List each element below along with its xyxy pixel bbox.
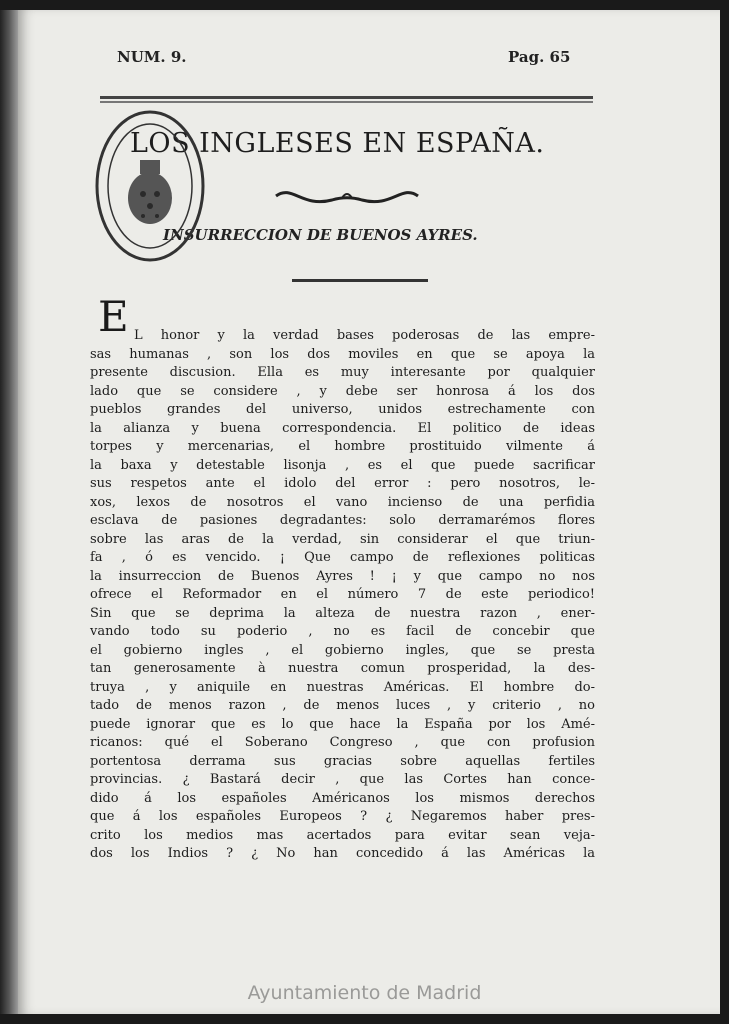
text-line: xos, lexos de nosotros el vano incienso de una perfidia	[90, 494, 595, 510]
text-line: que á los españoles Europeos ? ¿ Negaremos haber pres-	[90, 809, 595, 824]
text-line: la baxa y detestable lisonja , es el que puede sacrificar	[90, 457, 595, 473]
text-line: L honor y la verdad bases poderosas de las empre-	[134, 328, 595, 343]
text-line: torpes y mercenarias, el hombre prostituido vilmente á	[90, 439, 595, 454]
text-line: lado que se considere , y debe ser honrosa á los dos	[90, 383, 595, 399]
text-line: sobre las aras de la verdad, sin considerar el que triun-	[90, 531, 595, 547]
text-line: sus respetos ante el idolo del error : pero nosotros, le-	[90, 476, 595, 491]
article-subtitle: INSURRECCION DE BUENOS AYRES.	[163, 226, 478, 244]
header-rule-secondary	[100, 101, 593, 103]
text-line: crito los medios mas acertados para evitar sean veja-	[90, 827, 595, 843]
text-line: sas humanas , son los dos moviles en que se apoya la	[90, 346, 595, 362]
text-line: portentosa derrama sus gracias sobre aquellas fertiles	[90, 753, 595, 769]
text-line: pueblos grandes del universo, unidos estrechamente con	[90, 402, 595, 417]
article-body	[90, 327, 595, 864]
text-line: presente discusion. Ella es muy interesante por qualquier	[90, 365, 595, 380]
text-line: truya , y aniquile en nuestras Américas. El hombre do-	[90, 679, 595, 695]
text-line: esclava de pasiones degradantes: solo derramarémos flores	[90, 513, 595, 528]
issue-number: NUM. 9.	[117, 48, 187, 66]
text-line: fa , ó es vencido. ¡ Que campo de reflexiones politicas	[90, 550, 595, 565]
text-line: puede ignorar que es lo que hace la España por los Amé-	[90, 716, 595, 732]
page-number: Pag. 65	[508, 48, 571, 66]
text-line: tado de menos razon , de menos luces , y criterio , no	[90, 698, 595, 713]
text-line: dido á los españoles Américanos los mismos derechos	[90, 790, 595, 806]
drop-cap: E	[98, 292, 129, 341]
text-line: Sin que se deprima la alteza de nuestra razon , ener-	[90, 605, 595, 621]
subtitle-rule	[292, 279, 428, 282]
text-line: la alianza y buena correspondencia. El politico de ideas	[90, 420, 595, 436]
text-line: dos los Indios ? ¿ No han concedido á las Américas la	[90, 846, 595, 861]
ornament-divider	[272, 182, 422, 212]
text-line: provincias. ¿ Bastará decir , que las Cortes han conce-	[90, 772, 595, 787]
text-line: tan generosamente à nuestra comun prosperidad, la des-	[90, 661, 595, 676]
text-line: el gobierno ingles , el gobierno ingles, que se presta	[90, 642, 595, 658]
text-line: la insurreccion de Buenos Ayres ! ¡ y que campo no nos	[90, 568, 595, 584]
header-rule	[100, 96, 593, 99]
text-line: vando todo su poderio , no es facil de concebir que	[90, 624, 595, 639]
watermark: Ayuntamiento de Madrid	[247, 982, 482, 1004]
text-line: ricanos: qué el Soberano Congreso , que con profusion	[90, 735, 595, 750]
article-title: LOS INGLESES EN ESPAÑA.	[130, 128, 545, 159]
library-stamp	[93, 108, 208, 268]
text-line: ofrece el Reformador en el número 7 de este periodico!	[90, 587, 595, 602]
